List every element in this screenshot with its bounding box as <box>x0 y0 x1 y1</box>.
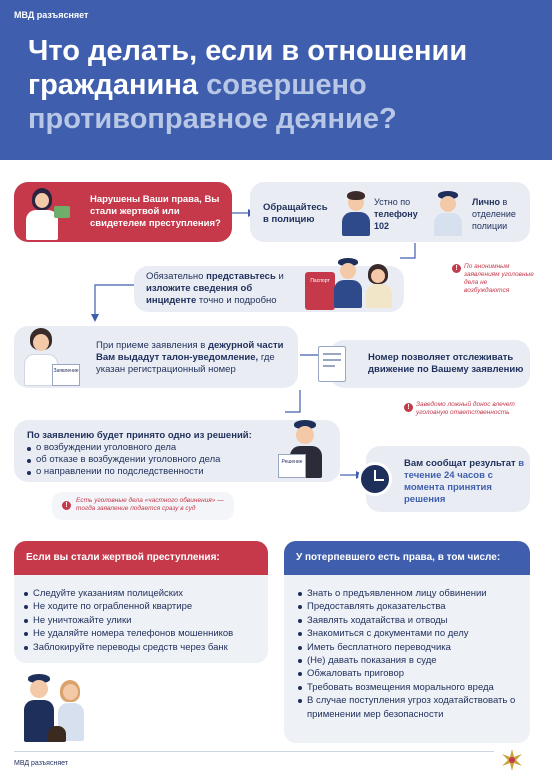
warning-icon: ! <box>452 264 461 273</box>
s4-t3: Вам выдадут талон-уведомление, <box>96 352 259 363</box>
title-line-1: Что делать, если в отношении <box>28 35 468 67</box>
officer-figure <box>432 190 464 238</box>
decision-doc-label: Решение <box>281 459 303 465</box>
victim-panel <box>14 575 268 663</box>
step-2-box <box>250 182 530 242</box>
s3-t2: представьтесь <box>206 271 276 282</box>
rights-panel <box>284 575 530 743</box>
step-5-box <box>330 340 530 388</box>
connector-3-4 <box>95 285 136 318</box>
title-line-2a: гражданина <box>28 69 207 101</box>
statement-doc-label: Заявление <box>53 368 79 374</box>
warning-icon-3: ! <box>62 501 71 510</box>
victim-item: Не удаляйте номера телефонов мошенников <box>24 627 260 640</box>
decision-item: о возбуждении уголовного дела <box>27 442 267 454</box>
victim-panel-title: Если вы стали жертвой преступления: <box>14 541 268 575</box>
step-2-note: По анонимным заявлениям уголовные дела не возбуждаются <box>464 263 534 294</box>
s7-t2: в течение 24 часов с момента принятия решения <box>404 458 525 505</box>
step-6-heading: По заявлению будет принято одно из решений: <box>27 430 252 441</box>
rights-item: Знакомиться с документами по делу <box>298 627 524 640</box>
victim-figure <box>18 186 78 242</box>
ticket-doc-icon <box>318 346 346 382</box>
step-5-note: Заведомо ложный донос влечет уголовную ответственность <box>416 401 515 416</box>
victim-item: Заблокируйте переводы средств через банк <box>24 641 260 654</box>
arrow-3-4 <box>91 314 99 322</box>
oral-prefix: Устно по <box>374 197 411 207</box>
personal-bold: Лично <box>472 197 501 207</box>
warning-icon-2: ! <box>404 403 413 412</box>
rights-item: Иметь бесплатного переводчика <box>298 641 524 654</box>
decision-item: о направлении по подследственности <box>27 466 267 478</box>
woman-figure <box>18 324 82 390</box>
step-2-title: Обращайтесь в полицию <box>263 202 328 225</box>
passport-label: Паспорт <box>310 278 330 284</box>
rights-item: Знать о предъявленном лицу обвинении <box>298 587 524 600</box>
step-2-oral <box>374 196 428 232</box>
rights-item: Обжаловать приговор <box>298 667 524 680</box>
victim-item: Не ходите по ограбленной квартире <box>24 600 260 613</box>
s3-t1: Обязательно <box>146 271 207 282</box>
personal-rest: в отделение полиции <box>472 197 516 231</box>
s7-t1: Вам сообщат результат <box>404 458 519 469</box>
s4-t1: При приеме заявления в <box>96 340 208 351</box>
step-6-note-box <box>52 492 234 520</box>
s3-t5: точно и подробно <box>196 295 277 306</box>
oral-phone: телефону 102 <box>374 209 418 231</box>
s3-t4: изложите сведения об инциденте <box>146 283 253 306</box>
mvd-emblem-icon <box>500 748 524 772</box>
footer-brand: МВД разъясняет <box>14 760 68 767</box>
victim-item: Не уничтожайте улики <box>24 614 260 627</box>
investigator-figure <box>278 418 330 480</box>
desk-officers-figure <box>332 256 396 312</box>
brand-label: МВД разъясняет <box>14 10 89 20</box>
title-line-3: противоправное деяние? <box>28 103 397 135</box>
step-4-text <box>96 340 296 376</box>
rights-list <box>298 587 524 721</box>
passport-icon <box>305 272 335 310</box>
step-2-personal <box>472 196 528 232</box>
rights-item: Заявлять ходатайства и отводы <box>298 614 524 627</box>
rights-item: (Не) давать показания в суде <box>298 654 524 667</box>
rights-panel-title: У потерпевшего есть права, в том числе: <box>284 541 530 575</box>
victim-list <box>24 587 260 654</box>
step-6-note: Есть уголовные дела «частного обвинения» — тогда заявление подается сразу в суд <box>76 497 224 512</box>
rights-item: Предоставлять доказательства <box>298 600 524 613</box>
step-1-text: Нарушены Ваши права, Вы стали жертвой или свидетелем преступления? <box>90 194 221 229</box>
decision-doc-icon <box>278 454 306 478</box>
s4-t2: дежурной части <box>208 340 284 351</box>
connector-5-6 <box>285 390 300 412</box>
step-7-text <box>404 458 528 506</box>
s4-t4: где указан регистрационный номер <box>96 352 275 375</box>
decision-list <box>27 442 267 477</box>
title-line-2b: совершено <box>206 69 367 101</box>
footer-divider <box>14 751 494 752</box>
step-3-text <box>146 271 304 307</box>
statement-doc-icon <box>52 364 80 386</box>
victim-item: Следуйте указаниям полицейских <box>24 587 260 600</box>
rights-item: В случае поступления угроз ходатайствовать о применении мер безопасности <box>298 694 524 721</box>
operator-figure <box>340 190 372 238</box>
rights-item: Требовать возмещения морального вреда <box>298 681 524 694</box>
money-icon <box>54 206 70 218</box>
step-5-text: Номер позволяет отслеживать движение по Вашему заявлению <box>368 352 524 375</box>
dog-icon <box>48 726 66 742</box>
police-officers-figure <box>20 670 90 746</box>
decision-item: об отказе в возбуждении уголовного дела <box>27 454 267 466</box>
s3-t3: и <box>275 271 284 282</box>
connector-2-3 <box>400 243 415 258</box>
clock-icon <box>358 462 392 496</box>
